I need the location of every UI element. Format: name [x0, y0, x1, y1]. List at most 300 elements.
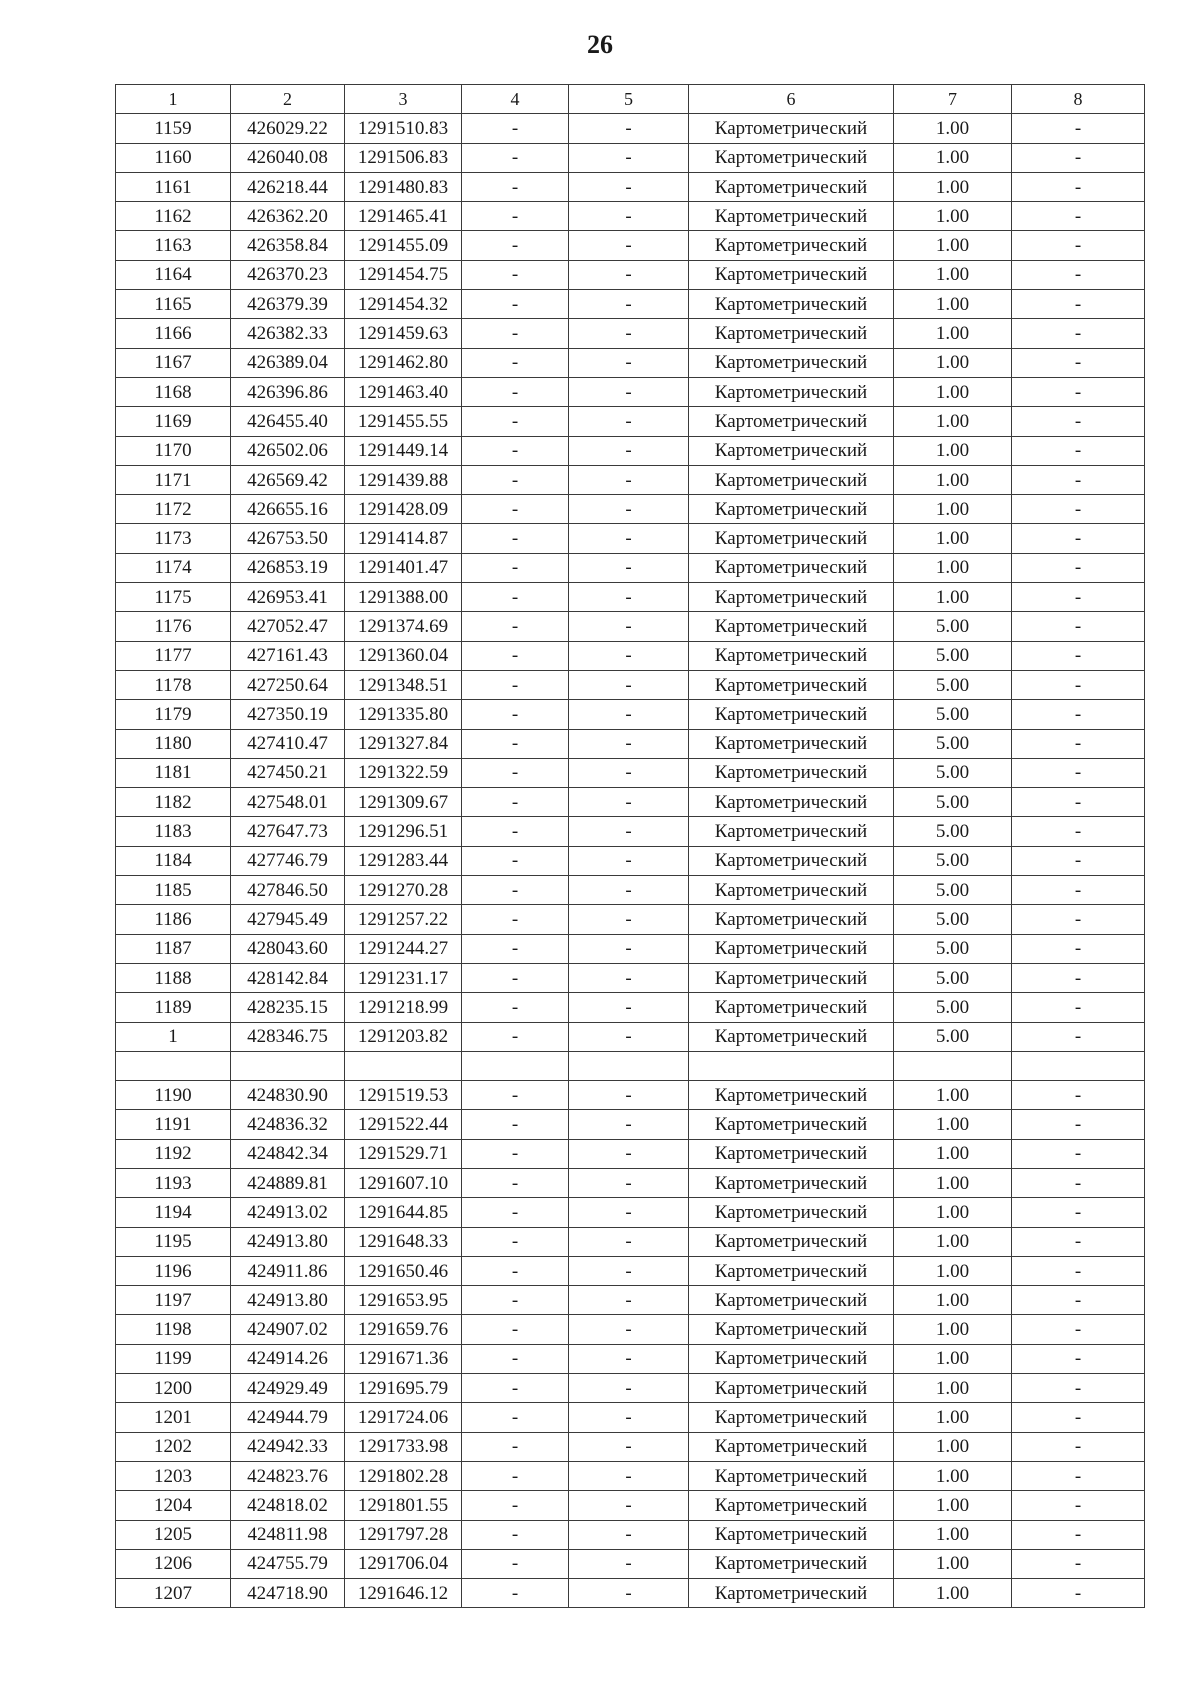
cell-col-5: -: [569, 377, 689, 406]
cell-col-4: -: [462, 1579, 569, 1608]
cell-point-number: 1190: [116, 1081, 231, 1110]
cell-col-5: -: [569, 553, 689, 582]
cell-col-4: -: [462, 553, 569, 582]
cell-x-coordinate: 424907.02: [231, 1315, 345, 1344]
cell-col-8: -: [1012, 1315, 1145, 1344]
cell-col-5: -: [569, 700, 689, 729]
table-row: [116, 700, 1145, 729]
cell-accuracy: 5.00: [894, 729, 1012, 758]
column-header: 6: [689, 85, 894, 114]
cell-point-number: 1206: [116, 1549, 231, 1578]
cell-y-coordinate: 1291203.82: [345, 1022, 462, 1051]
table-row: [116, 231, 1145, 260]
table-row: [116, 1227, 1145, 1256]
cell-y-coordinate: 1291801.55: [345, 1491, 462, 1520]
cell-col-8: -: [1012, 1168, 1145, 1197]
cell-point-number: 1175: [116, 583, 231, 612]
cell-method: Картометрический: [689, 172, 894, 201]
cell-col-5: -: [569, 348, 689, 377]
cell-point-number: 1183: [116, 817, 231, 846]
cell-point-number: 1182: [116, 788, 231, 817]
table-row: [116, 1491, 1145, 1520]
cell-accuracy: [894, 1051, 1012, 1080]
cell-method: Картометрический: [689, 348, 894, 377]
cell-method: Картометрический: [689, 1227, 894, 1256]
cell-col-5: -: [569, 202, 689, 231]
cell-col-4: -: [462, 1461, 569, 1490]
cell-point-number: 1193: [116, 1168, 231, 1197]
table-row: [116, 1461, 1145, 1490]
cell-y-coordinate: 1291322.59: [345, 758, 462, 787]
cell-x-coordinate: 426569.42: [231, 465, 345, 494]
cell-col-4: -: [462, 993, 569, 1022]
cell-col-4: -: [462, 172, 569, 201]
coordinates-table: [115, 84, 1145, 1608]
cell-point-number: 1173: [116, 524, 231, 553]
cell-col-4: -: [462, 788, 569, 817]
cell-method: Картометрический: [689, 788, 894, 817]
cell-x-coordinate: 424823.76: [231, 1461, 345, 1490]
cell-point-number: 1159: [116, 114, 231, 143]
cell-x-coordinate: 424911.86: [231, 1256, 345, 1285]
cell-method: Картометрический: [689, 1139, 894, 1168]
cell-accuracy: 5.00: [894, 905, 1012, 934]
table-row: [116, 436, 1145, 465]
cell-col-4: -: [462, 290, 569, 319]
cell-col-4: -: [462, 1403, 569, 1432]
cell-col-4: -: [462, 1139, 569, 1168]
cell-point-number: 1192: [116, 1139, 231, 1168]
cell-y-coordinate: 1291724.06: [345, 1403, 462, 1432]
cell-col-5: -: [569, 993, 689, 1022]
cell-y-coordinate: 1291607.10: [345, 1168, 462, 1197]
cell-method: Картометрический: [689, 993, 894, 1022]
cell-point-number: 1166: [116, 319, 231, 348]
cell-point-number: 1171: [116, 465, 231, 494]
cell-x-coordinate: 426040.08: [231, 143, 345, 172]
cell-y-coordinate: 1291671.36: [345, 1344, 462, 1373]
cell-col-5: -: [569, 1520, 689, 1549]
cell-x-coordinate: 427350.19: [231, 700, 345, 729]
cell-point-number: 1202: [116, 1432, 231, 1461]
cell-y-coordinate: 1291462.80: [345, 348, 462, 377]
cell-col-8: -: [1012, 553, 1145, 582]
cell-method: Картометрический: [689, 876, 894, 905]
cell-method: Картометрический: [689, 143, 894, 172]
cell-col-8: -: [1012, 963, 1145, 992]
cell-col-5: -: [569, 465, 689, 494]
cell-method: Картометрический: [689, 641, 894, 670]
table-row: [116, 1432, 1145, 1461]
cell-point-number: 1199: [116, 1344, 231, 1373]
cell-col-5: -: [569, 1022, 689, 1051]
cell-col-8: [1012, 1051, 1145, 1080]
cell-col-8: -: [1012, 1256, 1145, 1285]
cell-point-number: 1189: [116, 993, 231, 1022]
cell-col-4: -: [462, 436, 569, 465]
cell-accuracy: 1.00: [894, 1198, 1012, 1227]
cell-col-8: -: [1012, 993, 1145, 1022]
cell-accuracy: 1.00: [894, 1168, 1012, 1197]
cell-point-number: 1161: [116, 172, 231, 201]
table-row: [116, 495, 1145, 524]
cell-y-coordinate: 1291529.71: [345, 1139, 462, 1168]
cell-point-number: 1164: [116, 260, 231, 289]
cell-accuracy: 1.00: [894, 1374, 1012, 1403]
cell-accuracy: 1.00: [894, 143, 1012, 172]
cell-method: Картометрический: [689, 1081, 894, 1110]
cell-method: Картометрический: [689, 524, 894, 553]
cell-col-5: -: [569, 290, 689, 319]
cell-x-coordinate: 426389.04: [231, 348, 345, 377]
cell-y-coordinate: 1291455.55: [345, 407, 462, 436]
cell-col-8: -: [1012, 143, 1145, 172]
cell-col-8: -: [1012, 377, 1145, 406]
cell-col-5: -: [569, 524, 689, 553]
cell-col-5: -: [569, 231, 689, 260]
cell-point-number: 1184: [116, 846, 231, 875]
cell-y-coordinate: 1291244.27: [345, 934, 462, 963]
cell-accuracy: 5.00: [894, 758, 1012, 787]
cell-col-8: -: [1012, 876, 1145, 905]
cell-x-coordinate: 426382.33: [231, 319, 345, 348]
cell-col-4: -: [462, 524, 569, 553]
cell-col-8: -: [1012, 817, 1145, 846]
cell-y-coordinate: 1291455.09: [345, 231, 462, 260]
cell-col-4: -: [462, 465, 569, 494]
table-row: [116, 348, 1145, 377]
cell-point-number: 1165: [116, 290, 231, 319]
cell-col-8: -: [1012, 1374, 1145, 1403]
cell-col-4: -: [462, 905, 569, 934]
cell-y-coordinate: 1291797.28: [345, 1520, 462, 1549]
table-row: [116, 260, 1145, 289]
cell-col-4: -: [462, 1549, 569, 1578]
cell-y-coordinate: 1291257.22: [345, 905, 462, 934]
cell-col-8: -: [1012, 788, 1145, 817]
cell-col-5: -: [569, 1374, 689, 1403]
cell-col-8: -: [1012, 700, 1145, 729]
table-row: [116, 319, 1145, 348]
cell-method: Картометрический: [689, 319, 894, 348]
cell-method: Картометрический: [689, 1403, 894, 1432]
cell-col-4: -: [462, 143, 569, 172]
cell-y-coordinate: 1291454.75: [345, 260, 462, 289]
cell-col-4: -: [462, 934, 569, 963]
cell-y-coordinate: 1291506.83: [345, 143, 462, 172]
cell-method: Картометрический: [689, 612, 894, 641]
cell-accuracy: 5.00: [894, 876, 1012, 905]
cell-col-4: -: [462, 1315, 569, 1344]
cell-col-4: -: [462, 1022, 569, 1051]
cell-col-4: -: [462, 817, 569, 846]
table-row: [116, 993, 1145, 1022]
cell-accuracy: 5.00: [894, 641, 1012, 670]
table-header-row: [116, 85, 1145, 114]
cell-x-coordinate: 426379.39: [231, 290, 345, 319]
cell-col-5: -: [569, 1491, 689, 1520]
cell-point-number: 1198: [116, 1315, 231, 1344]
cell-point-number: 1181: [116, 758, 231, 787]
cell-method: Картометрический: [689, 290, 894, 319]
cell-col-4: -: [462, 319, 569, 348]
cell-y-coordinate: 1291644.85: [345, 1198, 462, 1227]
table-row: [116, 377, 1145, 406]
cell-x-coordinate: 428346.75: [231, 1022, 345, 1051]
cell-col-5: -: [569, 817, 689, 846]
cell-accuracy: 1.00: [894, 495, 1012, 524]
cell-accuracy: 5.00: [894, 993, 1012, 1022]
cell-x-coordinate: 424944.79: [231, 1403, 345, 1432]
table-row: [116, 1168, 1145, 1197]
cell-col-8: -: [1012, 1227, 1145, 1256]
cell-method: Картометрический: [689, 1022, 894, 1051]
cell-col-8: -: [1012, 1579, 1145, 1608]
cell-point-number: 1178: [116, 670, 231, 699]
cell-col-4: -: [462, 612, 569, 641]
cell-accuracy: 1.00: [894, 1081, 1012, 1110]
table-row: [116, 202, 1145, 231]
cell-accuracy: 1.00: [894, 524, 1012, 553]
cell-col-5: -: [569, 788, 689, 817]
cell-point-number: 1201: [116, 1403, 231, 1432]
cell-y-coordinate: 1291218.99: [345, 993, 462, 1022]
cell-accuracy: 5.00: [894, 612, 1012, 641]
cell-y-coordinate: 1291335.80: [345, 700, 462, 729]
table-row: [116, 553, 1145, 582]
cell-y-coordinate: 1291646.12: [345, 1579, 462, 1608]
cell-col-4: -: [462, 758, 569, 787]
cell-accuracy: 1.00: [894, 407, 1012, 436]
cell-col-8: -: [1012, 758, 1145, 787]
cell-col-8: -: [1012, 1403, 1145, 1432]
cell-col-8: -: [1012, 641, 1145, 670]
cell-x-coordinate: 428043.60: [231, 934, 345, 963]
cell-method: Картометрический: [689, 1461, 894, 1490]
cell-col-8: -: [1012, 1110, 1145, 1139]
column-header: 2: [231, 85, 345, 114]
cell-col-5: -: [569, 1168, 689, 1197]
cell-x-coordinate: 427450.21: [231, 758, 345, 787]
cell-col-8: -: [1012, 495, 1145, 524]
table-row: [116, 465, 1145, 494]
cell-method: Картометрический: [689, 1286, 894, 1315]
cell-col-8: -: [1012, 231, 1145, 260]
cell-col-8: -: [1012, 1344, 1145, 1373]
table-row: [116, 1081, 1145, 1110]
cell-col-4: -: [462, 700, 569, 729]
cell-y-coordinate: 1291695.79: [345, 1374, 462, 1403]
cell-col-4: -: [462, 729, 569, 758]
cell-col-5: -: [569, 172, 689, 201]
cell-y-coordinate: 1291360.04: [345, 641, 462, 670]
cell-method: Картометрический: [689, 1315, 894, 1344]
cell-y-coordinate: 1291733.98: [345, 1432, 462, 1461]
cell-x-coordinate: 424836.32: [231, 1110, 345, 1139]
cell-x-coordinate: 427945.49: [231, 905, 345, 934]
cell-point-number: 1163: [116, 231, 231, 260]
cell-accuracy: 1.00: [894, 1344, 1012, 1373]
cell-col-5: -: [569, 876, 689, 905]
column-header: 3: [345, 85, 462, 114]
cell-point-number: 1200: [116, 1374, 231, 1403]
cell-method: [689, 1051, 894, 1080]
cell-point-number: 1: [116, 1022, 231, 1051]
cell-col-4: -: [462, 1520, 569, 1549]
cell-col-4: -: [462, 260, 569, 289]
cell-point-number: 1172: [116, 495, 231, 524]
cell-col-5: -: [569, 1256, 689, 1285]
cell-y-coordinate: 1291459.63: [345, 319, 462, 348]
cell-col-5: [569, 1051, 689, 1080]
cell-y-coordinate: 1291428.09: [345, 495, 462, 524]
cell-y-coordinate: 1291465.41: [345, 202, 462, 231]
cell-method: Картометрический: [689, 495, 894, 524]
table-row: [116, 1403, 1145, 1432]
cell-accuracy: 1.00: [894, 1520, 1012, 1549]
table-row: [116, 1549, 1145, 1578]
cell-col-5: -: [569, 319, 689, 348]
cell-method: Картометрический: [689, 583, 894, 612]
cell-point-number: 1174: [116, 553, 231, 582]
cell-y-coordinate: 1291388.00: [345, 583, 462, 612]
table-row: [116, 1022, 1145, 1051]
table-row: [116, 612, 1145, 641]
cell-col-8: -: [1012, 1432, 1145, 1461]
column-header: 4: [462, 85, 569, 114]
cell-accuracy: 1.00: [894, 231, 1012, 260]
cell-x-coordinate: 427746.79: [231, 846, 345, 875]
cell-accuracy: 1.00: [894, 436, 1012, 465]
cell-col-8: -: [1012, 1461, 1145, 1490]
cell-accuracy: 1.00: [894, 1549, 1012, 1578]
cell-accuracy: 1.00: [894, 1579, 1012, 1608]
cell-x-coordinate: 426753.50: [231, 524, 345, 553]
table-row: [116, 817, 1145, 846]
cell-col-8: -: [1012, 1491, 1145, 1520]
cell-x-coordinate: 427250.64: [231, 670, 345, 699]
cell-col-5: -: [569, 1110, 689, 1139]
cell-y-coordinate: 1291802.28: [345, 1461, 462, 1490]
cell-accuracy: 1.00: [894, 260, 1012, 289]
cell-point-number: 1207: [116, 1579, 231, 1608]
cell-x-coordinate: 424755.79: [231, 1549, 345, 1578]
cell-accuracy: 1.00: [894, 319, 1012, 348]
cell-accuracy: 5.00: [894, 963, 1012, 992]
table-row: [116, 290, 1145, 319]
cell-x-coordinate: 424811.98: [231, 1520, 345, 1549]
page-number: 26: [587, 30, 613, 59]
cell-method: Картометрический: [689, 114, 894, 143]
cell-point-number: 1205: [116, 1520, 231, 1549]
cell-method: Картометрический: [689, 846, 894, 875]
cell-x-coordinate: 426362.20: [231, 202, 345, 231]
cell-accuracy: 1.00: [894, 1403, 1012, 1432]
cell-x-coordinate: 427647.73: [231, 817, 345, 846]
cell-col-4: -: [462, 1227, 569, 1256]
cell-accuracy: 1.00: [894, 465, 1012, 494]
cell-col-8: -: [1012, 1549, 1145, 1578]
cell-x-coordinate: 427548.01: [231, 788, 345, 817]
cell-col-4: -: [462, 377, 569, 406]
cell-y-coordinate: 1291650.46: [345, 1256, 462, 1285]
table-row: [116, 143, 1145, 172]
cell-col-8: -: [1012, 260, 1145, 289]
cell-x-coordinate: 426455.40: [231, 407, 345, 436]
cell-col-8: -: [1012, 612, 1145, 641]
cell-col-5: -: [569, 641, 689, 670]
cell-x-coordinate: 426370.23: [231, 260, 345, 289]
cell-col-8: -: [1012, 1198, 1145, 1227]
table-row: [116, 641, 1145, 670]
cell-x-coordinate: 426396.86: [231, 377, 345, 406]
cell-point-number: 1195: [116, 1227, 231, 1256]
cell-col-4: -: [462, 1110, 569, 1139]
cell-col-4: -: [462, 231, 569, 260]
cell-col-4: -: [462, 583, 569, 612]
cell-point-number: 1179: [116, 700, 231, 729]
cell-x-coordinate: 426655.16: [231, 495, 345, 524]
cell-col-8: -: [1012, 1520, 1145, 1549]
cell-y-coordinate: 1291296.51: [345, 817, 462, 846]
cell-point-number: 1180: [116, 729, 231, 758]
cell-col-5: -: [569, 407, 689, 436]
cell-method: Картометрический: [689, 963, 894, 992]
cell-method: Картометрический: [689, 436, 894, 465]
cell-x-coordinate: 426953.41: [231, 583, 345, 612]
cell-col-8: -: [1012, 905, 1145, 934]
cell-method: Картометрический: [689, 377, 894, 406]
cell-col-5: -: [569, 260, 689, 289]
cell-col-4: -: [462, 495, 569, 524]
cell-method: Картометрический: [689, 1344, 894, 1373]
cell-point-number: 1162: [116, 202, 231, 231]
cell-x-coordinate: 426853.19: [231, 553, 345, 582]
cell-method: Картометрический: [689, 670, 894, 699]
cell-accuracy: 5.00: [894, 670, 1012, 699]
cell-accuracy: 5.00: [894, 934, 1012, 963]
cell-method: Картометрический: [689, 758, 894, 787]
cell-col-4: -: [462, 876, 569, 905]
table-row: [116, 1520, 1145, 1549]
cell-col-4: [462, 1051, 569, 1080]
cell-method: Картометрический: [689, 1491, 894, 1520]
cell-col-5: -: [569, 612, 689, 641]
cell-col-5: -: [569, 1286, 689, 1315]
cell-col-8: -: [1012, 348, 1145, 377]
cell-accuracy: 1.00: [894, 1491, 1012, 1520]
cell-y-coordinate: [345, 1051, 462, 1080]
cell-accuracy: 1.00: [894, 1432, 1012, 1461]
cell-col-8: -: [1012, 172, 1145, 201]
cell-y-coordinate: 1291270.28: [345, 876, 462, 905]
table-row: [116, 788, 1145, 817]
cell-col-5: -: [569, 495, 689, 524]
cell-accuracy: 5.00: [894, 788, 1012, 817]
cell-col-8: -: [1012, 729, 1145, 758]
cell-x-coordinate: 424889.81: [231, 1168, 345, 1197]
cell-method: Картометрический: [689, 465, 894, 494]
cell-col-4: -: [462, 1491, 569, 1520]
cell-accuracy: 1.00: [894, 1256, 1012, 1285]
cell-point-number: 1160: [116, 143, 231, 172]
cell-point-number: 1188: [116, 963, 231, 992]
cell-col-8: -: [1012, 290, 1145, 319]
cell-point-number: 1187: [116, 934, 231, 963]
cell-x-coordinate: 424913.80: [231, 1227, 345, 1256]
cell-x-coordinate: 426218.44: [231, 172, 345, 201]
cell-y-coordinate: 1291374.69: [345, 612, 462, 641]
